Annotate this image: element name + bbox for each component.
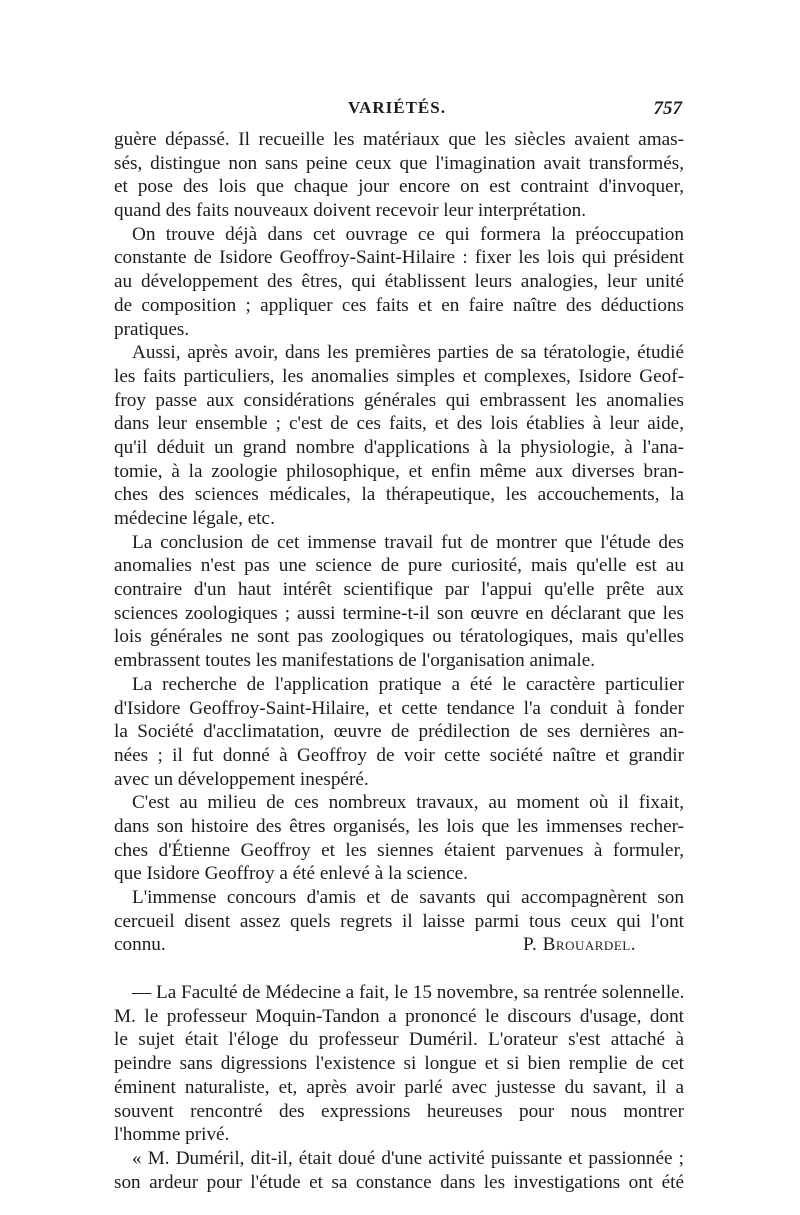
text-line: souvent rencontré des expressions heureuses pour nous montrer <box>114 1100 684 1122</box>
paragraph-first-line: — La Faculté de Médecine a fait, le 15 novembre, sa rentrée solennelle. <box>132 982 685 1004</box>
text-line: au développement des êtres, qui établissent leurs analogies, leur unité <box>114 271 684 293</box>
text-line: ches d'Étienne Geoffroy et les siennes étaient parvenues à formuler, <box>114 839 684 861</box>
text-line: dans son histoire des êtres organisés, les lois que les immenses recher- <box>114 815 684 837</box>
paragraph-first-line: C'est au milieu de ces nombreux travaux, au moment où il fixait, <box>132 792 684 814</box>
text-line: son ardeur pour l'étude et sa constance dans les investigations ont été <box>114 1171 684 1193</box>
text-line: M. le professeur Moquin-Tandon a prononcé le discours d'usage, dont <box>114 1005 684 1027</box>
section-gap <box>114 957 684 981</box>
paragraph-first-line: L'immense concours d'amis et de savants qui accompagnèrent son <box>132 887 684 908</box>
text-line: qu'il déduit un grand nombre d'applications à la physiologie, à l'ana- <box>114 436 684 458</box>
text-line: embrassent toutes les manifestations de l'organisation animale. <box>114 650 596 672</box>
text-line: connu. <box>114 934 166 956</box>
running-head <box>112 98 682 128</box>
text-line: froy passe aux considérations générales qui embrassent les anomalies <box>114 389 684 411</box>
text-line: que Isidore Geoffroy a été enlevé à la science. <box>114 863 468 885</box>
text-line: avec un développement inespéré. <box>114 768 369 790</box>
text-line: quand des faits nouveaux doivent recevoir leur interprétation. <box>114 200 587 222</box>
text-line: anomalies n'est pas une science de pure curiosité, mais qu'elle est au <box>114 555 684 577</box>
paragraph-first-line: Aussi, après avoir, dans les premières parties de sa tératologie, étudié <box>132 342 684 364</box>
author-signature: P. Brouardel. <box>522 934 636 956</box>
paragraph-first-line: La recherche de l'application pratique a été le caractère particulier <box>132 673 684 695</box>
text-line: nées ; il fut donné à Geoffroy de voir cette société naître et grandir <box>114 744 684 766</box>
text-line: lois générales ne sont pas zoologiques ou tératologiques, mais qu'elles <box>114 626 684 648</box>
text-line: de composition ; appliquer ces faits et en faire naître des déductions <box>114 294 684 316</box>
text-line: d'Isidore Geoffroy-Saint-Hilaire, et cette tendance l'a conduit à fonder <box>114 697 684 719</box>
text-line: le sujet était l'éloge du professeur Duméril. L'orateur s'est attaché à <box>114 1029 684 1051</box>
text-line: médecine légale, etc. <box>114 508 275 529</box>
paragraph-first-line: « M. Duméril, dit-il, était doué d'une activité puissante et passionnée ; <box>132 1147 684 1169</box>
text-line: pratiques. <box>114 318 190 340</box>
text-line: et pose des lois que chaque jour encore on est contraint d'invoquer, <box>114 176 684 198</box>
text-line: constante de Isidore Geoffroy-Saint-Hilaire : fixer les lois qui président <box>114 247 684 269</box>
running-head-title: VARIÉTÉS. <box>348 98 446 117</box>
paragraph-first-line: La conclusion de cet immense travail fut de montrer que l'étude des <box>132 531 684 553</box>
text-line: ches des sciences médicales, la thérapeutique, les accouchements, la <box>114 484 684 506</box>
text-line: sciences zoologiques ; aussi termine-t-il son œuvre en déclarant que les <box>114 602 684 624</box>
page-number: 757 <box>653 98 682 119</box>
text-line: peindre sans digressions l'existence si longue et si bien remplie de cet <box>114 1053 684 1075</box>
paragraph-first-line: On trouve déjà dans cet ouvrage ce qui formera la préoccupation <box>132 223 684 245</box>
text-line: tomie, à la zoologie philosophique, et enfin même aux diverses bran- <box>114 460 684 482</box>
text-line: cercueil disent assez quels regrets il laisse parmi tous ceux qui l'ont <box>114 910 684 932</box>
text-line: les faits particuliers, les anomalies simples et complexes, Isidore Geof- <box>114 365 684 387</box>
body-text <box>114 128 684 1194</box>
text-line: contraire d'un haut intérêt scientifique par l'appui qu'elle prête aux <box>114 579 684 601</box>
signature-line <box>114 933 684 957</box>
text-line: dans leur ensemble ; c'est de ces faits, et des lois établies à leur aide, <box>114 413 684 435</box>
text-line: la Société d'acclimatation, œuvre de prédilection de ses dernières an- <box>114 721 684 743</box>
text-line: sés, distingue non sans peine ceux que l'imagination avait transformés, <box>114 152 684 174</box>
text-line: l'homme privé. <box>114 1124 230 1146</box>
text-line: guère dépassé. Il recueille les matériaux que les siècles avaient amas- <box>114 129 684 150</box>
text-line: éminent naturaliste, et, après avoir parlé avec justesse du savant, il a <box>114 1076 684 1098</box>
